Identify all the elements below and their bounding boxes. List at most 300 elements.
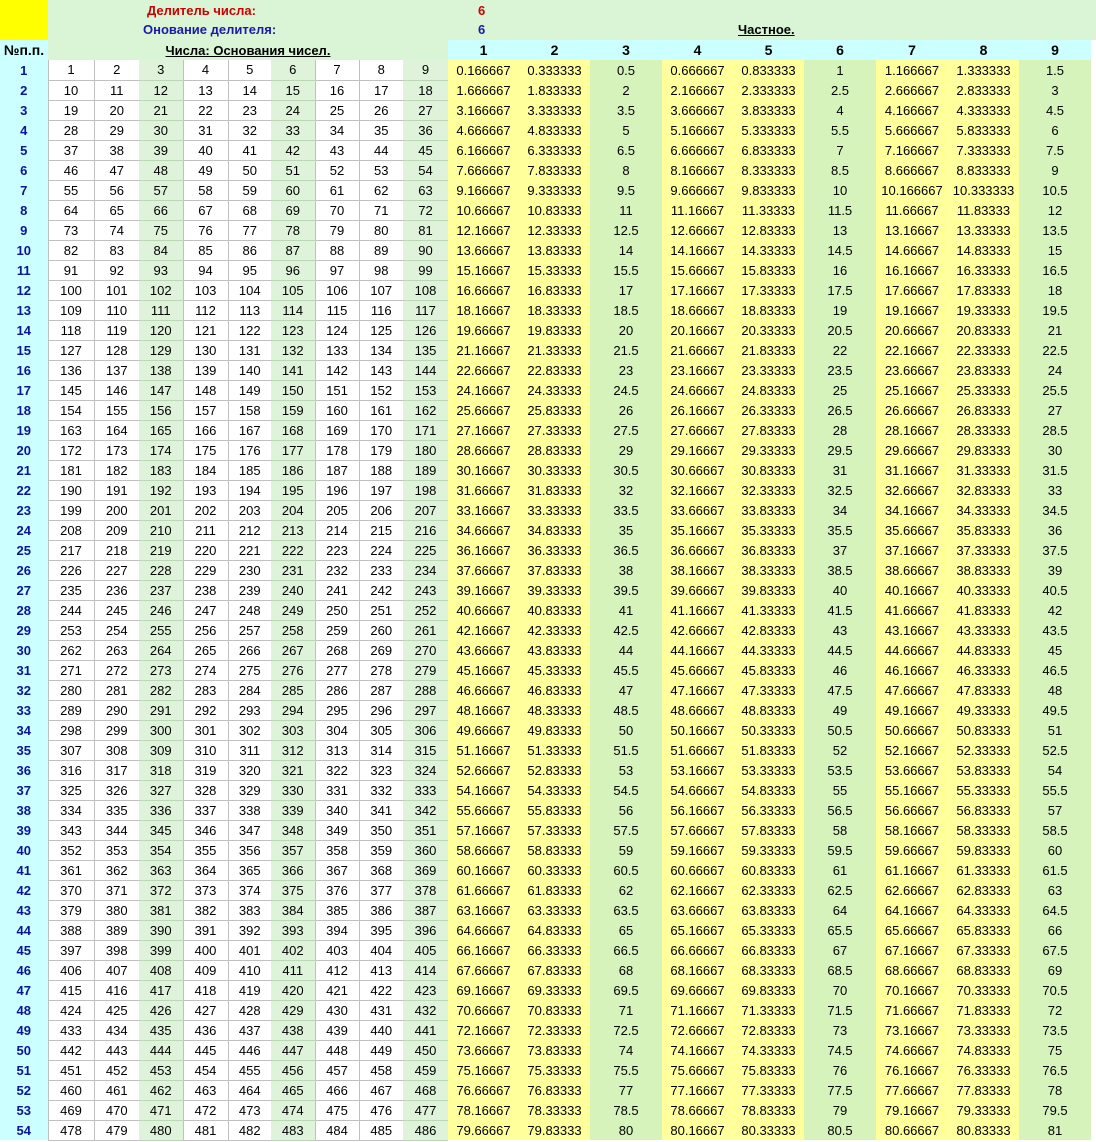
row-number-cell[interactable]: 23: [0, 500, 48, 520]
quotient-cell[interactable]: 77.66667: [876, 1080, 948, 1100]
number-cell[interactable]: 483: [271, 1120, 315, 1140]
number-cell[interactable]: 171: [403, 420, 448, 440]
quotient-cell[interactable]: 47.33333: [733, 680, 804, 700]
quotient-cell[interactable]: 42.83333: [733, 620, 804, 640]
quotient-cell[interactable]: 5.666667: [876, 120, 948, 140]
quotient-cell[interactable]: 71.83333: [948, 1000, 1019, 1020]
quotient-cell[interactable]: 45: [1019, 640, 1091, 660]
quotient-cell[interactable]: 14.5: [804, 240, 876, 260]
quotient-col-header[interactable]: 1: [448, 40, 519, 60]
quotient-cell[interactable]: 15.83333: [733, 260, 804, 280]
number-cell[interactable]: 379: [48, 900, 94, 920]
quotient-cell[interactable]: 33.66667: [662, 500, 733, 520]
quotient-cell[interactable]: 25: [804, 380, 876, 400]
number-cell[interactable]: 438: [271, 1020, 315, 1040]
number-cell[interactable]: 304: [315, 720, 359, 740]
number-cell[interactable]: 65: [94, 200, 139, 220]
quotient-cell[interactable]: 67.33333: [948, 940, 1019, 960]
number-cell[interactable]: 61: [315, 180, 359, 200]
quotient-cell[interactable]: 39.83333: [733, 580, 804, 600]
number-cell[interactable]: 344: [94, 820, 139, 840]
number-cell[interactable]: 460: [48, 1080, 94, 1100]
number-cell[interactable]: 245: [94, 600, 139, 620]
number-cell[interactable]: 264: [139, 640, 183, 660]
quotient-cell[interactable]: 66.33333: [519, 940, 590, 960]
quotient-cell[interactable]: 9.5: [590, 180, 662, 200]
quotient-cell[interactable]: 8: [590, 160, 662, 180]
row-number-cell[interactable]: 21: [0, 460, 48, 480]
quotient-cell[interactable]: 68: [590, 960, 662, 980]
number-cell[interactable]: 269: [359, 640, 403, 660]
quotient-cell[interactable]: 4.833333: [519, 120, 590, 140]
row-number-cell[interactable]: 19: [0, 420, 48, 440]
quotient-cell[interactable]: 57: [1019, 800, 1091, 820]
quotient-cell[interactable]: 70: [804, 980, 876, 1000]
number-cell[interactable]: 297: [403, 700, 448, 720]
number-cell[interactable]: 241: [315, 580, 359, 600]
number-cell[interactable]: 158: [228, 400, 271, 420]
row-number-cell[interactable]: 4: [0, 120, 48, 140]
number-cell[interactable]: 466: [315, 1080, 359, 1100]
quotient-cell[interactable]: 40.33333: [948, 580, 1019, 600]
number-cell[interactable]: 478: [48, 1120, 94, 1140]
quotient-cell[interactable]: 29.16667: [662, 440, 733, 460]
quotient-cell[interactable]: 5.833333: [948, 120, 1019, 140]
number-cell[interactable]: 131: [228, 340, 271, 360]
number-cell[interactable]: 115: [315, 300, 359, 320]
number-cell[interactable]: 5: [228, 60, 271, 80]
number-cell[interactable]: 276: [271, 660, 315, 680]
number-cell[interactable]: 250: [315, 600, 359, 620]
number-cell[interactable]: 132: [271, 340, 315, 360]
number-cell[interactable]: 98: [359, 260, 403, 280]
quotient-cell[interactable]: 67.5: [1019, 940, 1091, 960]
number-cell[interactable]: 117: [403, 300, 448, 320]
row-number-cell[interactable]: 24: [0, 520, 48, 540]
number-cell[interactable]: 179: [359, 440, 403, 460]
quotient-cell[interactable]: 20.5: [804, 320, 876, 340]
quotient-cell[interactable]: 49: [804, 700, 876, 720]
quotient-cell[interactable]: 6.166667: [448, 140, 519, 160]
number-cell[interactable]: 313: [315, 740, 359, 760]
quotient-cell[interactable]: 80.5: [804, 1120, 876, 1140]
number-cell[interactable]: 198: [403, 480, 448, 500]
number-cell[interactable]: 46: [48, 160, 94, 180]
number-cell[interactable]: 420: [271, 980, 315, 1000]
quotient-cell[interactable]: 47.5: [804, 680, 876, 700]
row-number-cell[interactable]: 26: [0, 560, 48, 580]
quotient-cell[interactable]: 59.16667: [662, 840, 733, 860]
quotient-cell[interactable]: 18.83333: [733, 300, 804, 320]
quotient-cell[interactable]: 11.83333: [948, 200, 1019, 220]
quotient-cell[interactable]: 54.83333: [733, 780, 804, 800]
number-cell[interactable]: 311: [228, 740, 271, 760]
quotient-cell[interactable]: 3.5: [590, 100, 662, 120]
quotient-cell[interactable]: 11.66667: [876, 200, 948, 220]
quotient-cell[interactable]: 6: [1019, 120, 1091, 140]
quotient-col-header[interactable]: 7: [876, 40, 948, 60]
quotient-cell[interactable]: 47.83333: [948, 680, 1019, 700]
quotient-cell[interactable]: 51.83333: [733, 740, 804, 760]
quotient-cell[interactable]: 25.5: [1019, 380, 1091, 400]
quotient-cell[interactable]: 8.5: [804, 160, 876, 180]
number-cell[interactable]: 393: [271, 920, 315, 940]
number-cell[interactable]: 477: [403, 1100, 448, 1120]
row-number-cell[interactable]: 2: [0, 80, 48, 100]
number-cell[interactable]: 279: [403, 660, 448, 680]
quotient-cell[interactable]: 44.16667: [662, 640, 733, 660]
quotient-cell[interactable]: 56.16667: [662, 800, 733, 820]
number-cell[interactable]: 43: [315, 140, 359, 160]
number-cell[interactable]: 190: [48, 480, 94, 500]
number-cell[interactable]: 439: [315, 1020, 359, 1040]
quotient-cell[interactable]: 72.16667: [448, 1020, 519, 1040]
quotient-cell[interactable]: 2.166667: [662, 80, 733, 100]
number-cell[interactable]: 413: [359, 960, 403, 980]
number-cell[interactable]: 407: [94, 960, 139, 980]
number-cell[interactable]: 228: [139, 560, 183, 580]
quotient-cell[interactable]: 42.33333: [519, 620, 590, 640]
quotient-cell[interactable]: 61: [804, 860, 876, 880]
row-number-cell[interactable]: 22: [0, 480, 48, 500]
number-cell[interactable]: 476: [359, 1100, 403, 1120]
number-cell[interactable]: 323: [359, 760, 403, 780]
quotient-cell[interactable]: 62.5: [804, 880, 876, 900]
row-number-cell[interactable]: 27: [0, 580, 48, 600]
number-cell[interactable]: 452: [94, 1060, 139, 1080]
number-cell[interactable]: 166: [183, 420, 228, 440]
number-cell[interactable]: 284: [228, 680, 271, 700]
row-number-cell[interactable]: 3: [0, 100, 48, 120]
quotient-cell[interactable]: 60.16667: [448, 860, 519, 880]
number-cell[interactable]: 443: [94, 1040, 139, 1060]
number-cell[interactable]: 137: [94, 360, 139, 380]
quotient-cell[interactable]: 36.83333: [733, 540, 804, 560]
number-cell[interactable]: 220: [183, 540, 228, 560]
quotient-cell[interactable]: 22.83333: [519, 360, 590, 380]
quotient-cell[interactable]: 29.33333: [733, 440, 804, 460]
number-cell[interactable]: 60: [271, 180, 315, 200]
quotient-cell[interactable]: 38.83333: [948, 560, 1019, 580]
quotient-cell[interactable]: 43: [804, 620, 876, 640]
quotient-cell[interactable]: 54.33333: [519, 780, 590, 800]
number-cell[interactable]: 187: [315, 460, 359, 480]
number-cell[interactable]: 415: [48, 980, 94, 1000]
quotient-cell[interactable]: 70.83333: [519, 1000, 590, 1020]
number-cell[interactable]: 425: [94, 1000, 139, 1020]
quotient-cell[interactable]: 9.833333: [733, 180, 804, 200]
quotient-cell[interactable]: 60.5: [590, 860, 662, 880]
quotient-cell[interactable]: 79.5: [1019, 1100, 1091, 1120]
number-cell[interactable]: 181: [48, 460, 94, 480]
number-cell[interactable]: 291: [139, 700, 183, 720]
number-cell[interactable]: 32: [228, 120, 271, 140]
number-cell[interactable]: 19: [48, 100, 94, 120]
number-cell[interactable]: 147: [139, 380, 183, 400]
number-cell[interactable]: 53: [359, 160, 403, 180]
number-cell[interactable]: 303: [271, 720, 315, 740]
number-cell[interactable]: 430: [315, 1000, 359, 1020]
quotient-cell[interactable]: 55.66667: [448, 800, 519, 820]
number-cell[interactable]: 422: [359, 980, 403, 1000]
number-cell[interactable]: 77: [228, 220, 271, 240]
quotient-cell[interactable]: 57.5: [590, 820, 662, 840]
quotient-cell[interactable]: 11.33333: [733, 200, 804, 220]
number-cell[interactable]: 461: [94, 1080, 139, 1100]
quotient-cell[interactable]: 70.16667: [876, 980, 948, 1000]
number-cell[interactable]: 262: [48, 640, 94, 660]
divisor-value[interactable]: 6: [478, 3, 486, 18]
number-cell[interactable]: 481: [183, 1120, 228, 1140]
number-cell[interactable]: 314: [359, 740, 403, 760]
number-cell[interactable]: 370: [48, 880, 94, 900]
number-cell[interactable]: 185: [228, 460, 271, 480]
quotient-cell[interactable]: 67.83333: [519, 960, 590, 980]
quotient-cell[interactable]: 65.66667: [876, 920, 948, 940]
row-number-cell[interactable]: 38: [0, 800, 48, 820]
number-cell[interactable]: 285: [271, 680, 315, 700]
quotient-cell[interactable]: 12.83333: [733, 220, 804, 240]
quotient-cell[interactable]: 64.5: [1019, 900, 1091, 920]
quotient-cell[interactable]: 79.83333: [519, 1120, 590, 1140]
number-cell[interactable]: 289: [48, 700, 94, 720]
number-cell[interactable]: 383: [228, 900, 271, 920]
number-cell[interactable]: 406: [48, 960, 94, 980]
quotient-cell[interactable]: 35.66667: [876, 520, 948, 540]
quotient-cell[interactable]: 40: [804, 580, 876, 600]
number-cell[interactable]: 215: [359, 520, 403, 540]
number-cell[interactable]: 410: [228, 960, 271, 980]
number-cell[interactable]: 154: [48, 400, 94, 420]
number-cell[interactable]: 421: [315, 980, 359, 1000]
number-cell[interactable]: 54: [403, 160, 448, 180]
quotient-cell[interactable]: 11: [590, 200, 662, 220]
number-cell[interactable]: 315: [403, 740, 448, 760]
number-cell[interactable]: 465: [271, 1080, 315, 1100]
number-cell[interactable]: 369: [403, 860, 448, 880]
number-cell[interactable]: 25: [315, 100, 359, 120]
quotient-cell[interactable]: 31.16667: [876, 460, 948, 480]
quotient-cell[interactable]: 30.66667: [662, 460, 733, 480]
number-cell[interactable]: 282: [139, 680, 183, 700]
quotient-cell[interactable]: 76: [804, 1060, 876, 1080]
quotient-cell[interactable]: 33.5: [590, 500, 662, 520]
number-cell[interactable]: 278: [359, 660, 403, 680]
number-cell[interactable]: 345: [139, 820, 183, 840]
number-cell[interactable]: 301: [183, 720, 228, 740]
quotient-cell[interactable]: 51.5: [590, 740, 662, 760]
number-cell[interactable]: 155: [94, 400, 139, 420]
quotient-cell[interactable]: 32: [590, 480, 662, 500]
quotient-cell[interactable]: 6.833333: [733, 140, 804, 160]
number-cell[interactable]: 418: [183, 980, 228, 1000]
quotient-cell[interactable]: 54.66667: [662, 780, 733, 800]
number-cell[interactable]: 95: [228, 260, 271, 280]
quotient-cell[interactable]: 72.66667: [662, 1020, 733, 1040]
number-cell[interactable]: 374: [228, 880, 271, 900]
number-cell[interactable]: 107: [359, 280, 403, 300]
number-cell[interactable]: 310: [183, 740, 228, 760]
quotient-cell[interactable]: 36: [1019, 520, 1091, 540]
number-cell[interactable]: 251: [359, 600, 403, 620]
quotient-cell[interactable]: 80.16667: [662, 1120, 733, 1140]
quotient-cell[interactable]: 47: [590, 680, 662, 700]
quotient-cell[interactable]: 12.16667: [448, 220, 519, 240]
number-cell[interactable]: 207: [403, 500, 448, 520]
quotient-cell[interactable]: 19.83333: [519, 320, 590, 340]
quotient-cell[interactable]: 7.666667: [448, 160, 519, 180]
quotient-cell[interactable]: 3.166667: [448, 100, 519, 120]
number-cell[interactable]: 382: [183, 900, 228, 920]
quotient-cell[interactable]: 34.5: [1019, 500, 1091, 520]
quotient-cell[interactable]: 79.33333: [948, 1100, 1019, 1120]
number-cell[interactable]: 82: [48, 240, 94, 260]
quotient-cell[interactable]: 31.33333: [948, 460, 1019, 480]
number-cell[interactable]: 338: [228, 800, 271, 820]
quotient-cell[interactable]: 44.5: [804, 640, 876, 660]
corner-cell[interactable]: [0, 0, 48, 40]
quotient-cell[interactable]: 10.83333: [519, 200, 590, 220]
quotient-cell[interactable]: 58.16667: [876, 820, 948, 840]
number-cell[interactable]: 33: [271, 120, 315, 140]
quotient-cell[interactable]: 16.16667: [876, 260, 948, 280]
quotient-cell[interactable]: 42: [1019, 600, 1091, 620]
quotient-cell[interactable]: 63: [1019, 880, 1091, 900]
quotient-cell[interactable]: 8.166667: [662, 160, 733, 180]
quotient-cell[interactable]: 43.16667: [876, 620, 948, 640]
quotient-cell[interactable]: 80.33333: [733, 1120, 804, 1140]
number-cell[interactable]: 409: [183, 960, 228, 980]
number-cell[interactable]: 219: [139, 540, 183, 560]
quotient-cell[interactable]: 71: [590, 1000, 662, 1020]
quotient-cell[interactable]: 24.83333: [733, 380, 804, 400]
quotient-cell[interactable]: 65.5: [804, 920, 876, 940]
quotient-cell[interactable]: 2.333333: [733, 80, 804, 100]
number-cell[interactable]: 403: [315, 940, 359, 960]
quotient-cell[interactable]: 3.833333: [733, 100, 804, 120]
quotient-cell[interactable]: 39.16667: [448, 580, 519, 600]
quotient-cell[interactable]: 15.66667: [662, 260, 733, 280]
quotient-cell[interactable]: 15: [1019, 240, 1091, 260]
number-cell[interactable]: 12: [139, 80, 183, 100]
quotient-cell[interactable]: 58.33333: [948, 820, 1019, 840]
quotient-cell[interactable]: 50.16667: [662, 720, 733, 740]
number-cell[interactable]: 227: [94, 560, 139, 580]
number-cell[interactable]: 106: [315, 280, 359, 300]
row-number-cell[interactable]: 16: [0, 360, 48, 380]
number-cell[interactable]: 237: [139, 580, 183, 600]
quotient-cell[interactable]: 65.83333: [948, 920, 1019, 940]
number-cell[interactable]: 180: [403, 440, 448, 460]
number-cell[interactable]: 470: [94, 1100, 139, 1120]
row-number-cell[interactable]: 35: [0, 740, 48, 760]
number-cell[interactable]: 38: [94, 140, 139, 160]
number-cell[interactable]: 203: [228, 500, 271, 520]
quotient-cell[interactable]: 69.66667: [662, 980, 733, 1000]
quotient-cell[interactable]: 0.166667: [448, 60, 519, 80]
quotient-cell[interactable]: 44: [590, 640, 662, 660]
quotient-cell[interactable]: 46.66667: [448, 680, 519, 700]
quotient-cell[interactable]: 54.5: [590, 780, 662, 800]
quotient-cell[interactable]: 69.16667: [448, 980, 519, 1000]
number-cell[interactable]: 176: [228, 440, 271, 460]
quotient-cell[interactable]: 78: [1019, 1080, 1091, 1100]
quotient-cell[interactable]: 53: [590, 760, 662, 780]
quotient-cell[interactable]: 16.66667: [448, 280, 519, 300]
quotient-cell[interactable]: 20.33333: [733, 320, 804, 340]
quotient-cell[interactable]: 6.333333: [519, 140, 590, 160]
quotient-cell[interactable]: 18.66667: [662, 300, 733, 320]
number-cell[interactable]: 37: [48, 140, 94, 160]
number-cell[interactable]: 160: [315, 400, 359, 420]
number-cell[interactable]: 434: [94, 1020, 139, 1040]
quotient-cell[interactable]: 77.16667: [662, 1080, 733, 1100]
number-cell[interactable]: 312: [271, 740, 315, 760]
number-cell[interactable]: 336: [139, 800, 183, 820]
quotient-cell[interactable]: 47.66667: [876, 680, 948, 700]
number-cell[interactable]: 368: [359, 860, 403, 880]
number-cell[interactable]: 300: [139, 720, 183, 740]
number-cell[interactable]: 387: [403, 900, 448, 920]
quotient-cell[interactable]: 78.33333: [519, 1100, 590, 1120]
quotient-cell[interactable]: 15.16667: [448, 260, 519, 280]
quotient-cell[interactable]: 27.5: [590, 420, 662, 440]
quotient-cell[interactable]: 36.66667: [662, 540, 733, 560]
number-cell[interactable]: 225: [403, 540, 448, 560]
quotient-cell[interactable]: 53.33333: [733, 760, 804, 780]
number-cell[interactable]: 108: [403, 280, 448, 300]
quotient-cell[interactable]: 76.66667: [448, 1080, 519, 1100]
quotient-cell[interactable]: 71.66667: [876, 1000, 948, 1020]
number-cell[interactable]: 202: [183, 500, 228, 520]
number-cell[interactable]: 469: [48, 1100, 94, 1120]
quotient-cell[interactable]: 21.83333: [733, 340, 804, 360]
row-number-cell[interactable]: 45: [0, 940, 48, 960]
number-cell[interactable]: 268: [315, 640, 359, 660]
number-cell[interactable]: 161: [359, 400, 403, 420]
number-cell[interactable]: 75: [139, 220, 183, 240]
quotient-cell[interactable]: 76.16667: [876, 1060, 948, 1080]
number-cell[interactable]: 346: [183, 820, 228, 840]
row-number-cell[interactable]: 47: [0, 980, 48, 1000]
quotient-cell[interactable]: 61.66667: [448, 880, 519, 900]
number-cell[interactable]: 320: [228, 760, 271, 780]
number-cell[interactable]: 437: [228, 1020, 271, 1040]
quotient-cell[interactable]: 36.33333: [519, 540, 590, 560]
quotient-cell[interactable]: 63.16667: [448, 900, 519, 920]
number-cell[interactable]: 287: [359, 680, 403, 700]
quotient-cell[interactable]: 76.83333: [519, 1080, 590, 1100]
row-number-cell[interactable]: 41: [0, 860, 48, 880]
quotient-cell[interactable]: 32.16667: [662, 480, 733, 500]
number-cell[interactable]: 366: [271, 860, 315, 880]
number-cell[interactable]: 325: [48, 780, 94, 800]
number-cell[interactable]: 141: [271, 360, 315, 380]
quotient-cell[interactable]: 7.833333: [519, 160, 590, 180]
number-cell[interactable]: 56: [94, 180, 139, 200]
number-cell[interactable]: 39: [139, 140, 183, 160]
quotient-cell[interactable]: 72.5: [590, 1020, 662, 1040]
quotient-cell[interactable]: 3: [1019, 80, 1091, 100]
number-cell[interactable]: 49: [183, 160, 228, 180]
quotient-cell[interactable]: 32.83333: [948, 480, 1019, 500]
quotient-cell[interactable]: 52.5: [1019, 740, 1091, 760]
quotient-cell[interactable]: 67.16667: [876, 940, 948, 960]
number-cell[interactable]: 214: [315, 520, 359, 540]
quotient-cell[interactable]: 58.66667: [448, 840, 519, 860]
number-cell[interactable]: 105: [271, 280, 315, 300]
number-cell[interactable]: 230: [228, 560, 271, 580]
